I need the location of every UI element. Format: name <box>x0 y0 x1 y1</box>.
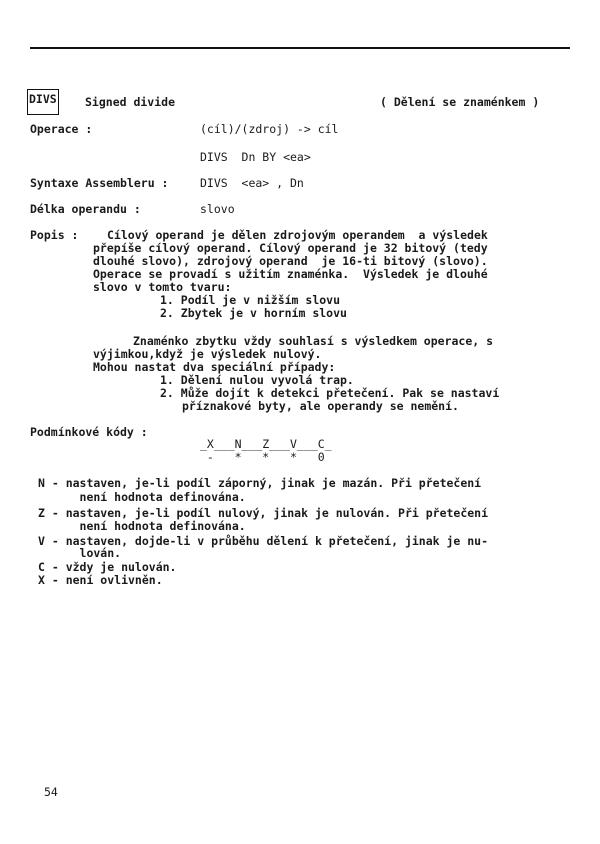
popis-list-item: 1. Dělení nulou vyvolá trap. <box>160 373 354 387</box>
popis-list-item: 2. Zbytek je v horním slovu <box>160 306 347 320</box>
popis-list-item-cont: příznakové byty, ale operandy se nemění. <box>182 399 459 413</box>
delka-value: slovo <box>200 202 235 216</box>
flag-desc-line: C - vždy je nulován. <box>38 560 177 574</box>
popis-label: Popis : <box>30 228 79 242</box>
flag-desc-line: Z - nastaven, je-li podíl nulový, jinak je nulován. Při přetečení <box>38 506 489 520</box>
flag-desc-line: není hodnota definována. <box>38 490 246 504</box>
popis-line: dlouhé slovo), zdrojový operand je 16-ti bitový (slovo). <box>93 254 488 268</box>
popis-line: slovo v tomto tvaru: <box>93 280 232 294</box>
delka-label: Délka operandu : <box>30 202 141 216</box>
mnemonic-box: DIVS <box>27 89 59 115</box>
flag-desc-line: X - není ovlivněn. <box>38 573 163 587</box>
flag-desc-line: N - nastaven, je-li podíl záporný, jinak je mazán. Při přetečení <box>38 476 482 490</box>
popis-para2-line: Znaménko zbytku vždy souhlasí s výsledkem operace, s <box>133 334 494 348</box>
operace-value-syntax: DIVS Dn BY <ea> <box>200 150 311 164</box>
popis-para2-line: Mohou nastat dva speciální případy: <box>93 360 336 374</box>
operace-label: Operace : <box>30 122 93 136</box>
flag-desc-line: V - nastaven, dojde-li v průběhu dělení k přetečení, jinak je nu- <box>38 534 489 548</box>
popis-line: Operace se provadí s užitím znaménka. Výsledek je dlouhé <box>93 267 488 281</box>
instruction-subtitle: ( Dělení se znaménkem ) <box>380 95 540 109</box>
popis-list-item: 1. Podíl je v nižším slovu <box>160 293 341 307</box>
syntaxe-value: DIVS <ea> , Dn <box>200 176 304 190</box>
popis-para2-line: výjimkou,když je výsledek nulový. <box>93 347 322 361</box>
flags-names: _X___N___Z___V___C_ <box>200 437 332 451</box>
flags-label: Podmínkové kódy : <box>30 425 148 439</box>
popis-list-item: 2. Může dojít k detekci přetečení. Pak se nastaví <box>160 386 500 400</box>
popis-line: Cílový operand je dělen zdrojovým operandem a výsledek <box>107 228 488 242</box>
page-number: 54 <box>44 785 58 799</box>
popis-line: přepíše cílový operand. Cílový operand je 32 bitový (tedy <box>93 241 488 255</box>
top-rule <box>30 47 570 49</box>
syntaxe-label: Syntaxe Assembleru : <box>30 176 169 190</box>
instruction-title: Signed divide <box>85 95 176 109</box>
flag-desc-line: lován. <box>38 546 122 560</box>
flag-desc-line: není hodnota definována. <box>38 519 246 533</box>
operace-value: (cíl)/(zdroj) -> cíl <box>200 122 339 136</box>
flags-values: - * * * 0 <box>200 450 325 464</box>
